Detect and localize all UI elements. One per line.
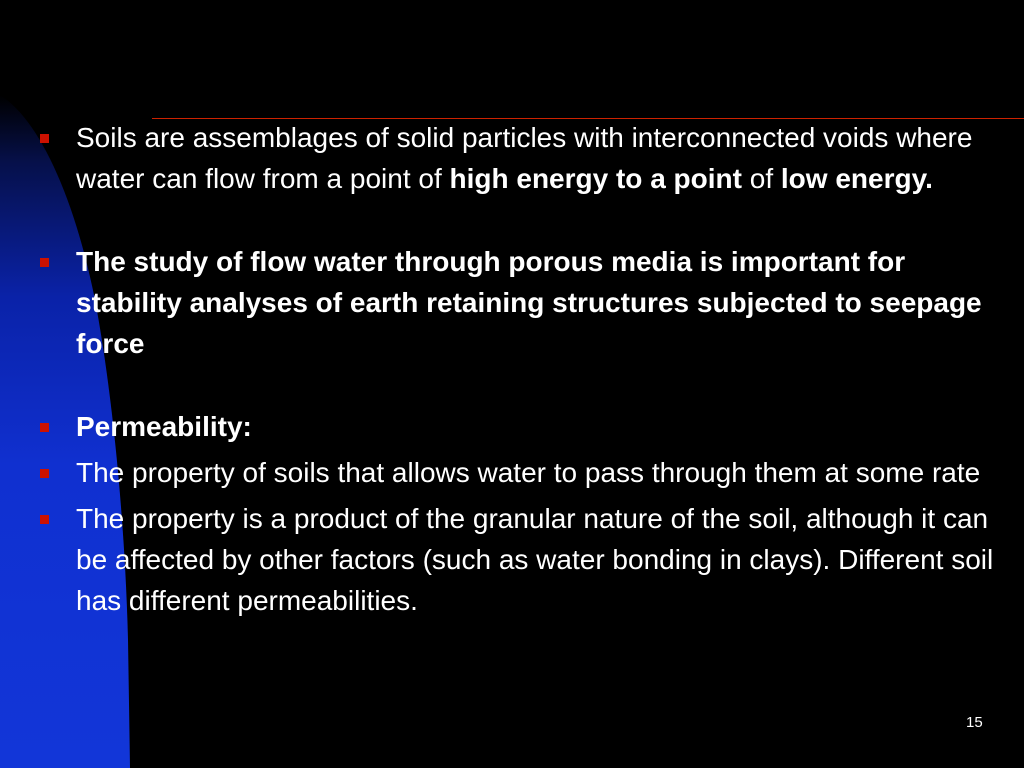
square-bullet-icon: [40, 134, 49, 143]
square-bullet-icon: [40, 423, 49, 432]
square-bullet-icon: [40, 258, 49, 267]
bullet-item-study: [36, 241, 996, 364]
slide-number: 15: [966, 714, 983, 731]
bullet-item-soils: [36, 117, 996, 199]
bullet-item-property-definition: [36, 452, 996, 493]
bullet-text: The property is a product of the granular nature of the soil, although it can be affected by other factors (such as water bonding in clays). Different soil has different permeabilities.: [76, 503, 994, 616]
bullet-list: [36, 117, 996, 621]
square-bullet-icon: [40, 469, 49, 478]
bullet-text: Soils are assemblages of solid particles with interconnected voids where water can flow from a point of high energy to a point of low energy.: [76, 122, 973, 194]
bullet-text: Permeability:: [76, 411, 252, 442]
bullet-text: The study of flow water through porous media is important for stability analyses of earth retaining structures subjected to seepage force: [76, 246, 982, 359]
square-bullet-icon: [40, 515, 49, 524]
bullet-item-granular-nature: [36, 498, 996, 621]
bullet-text: The property of soils that allows water to pass through them at some rate: [76, 457, 981, 488]
bullet-item-permeability-heading: [36, 406, 996, 447]
